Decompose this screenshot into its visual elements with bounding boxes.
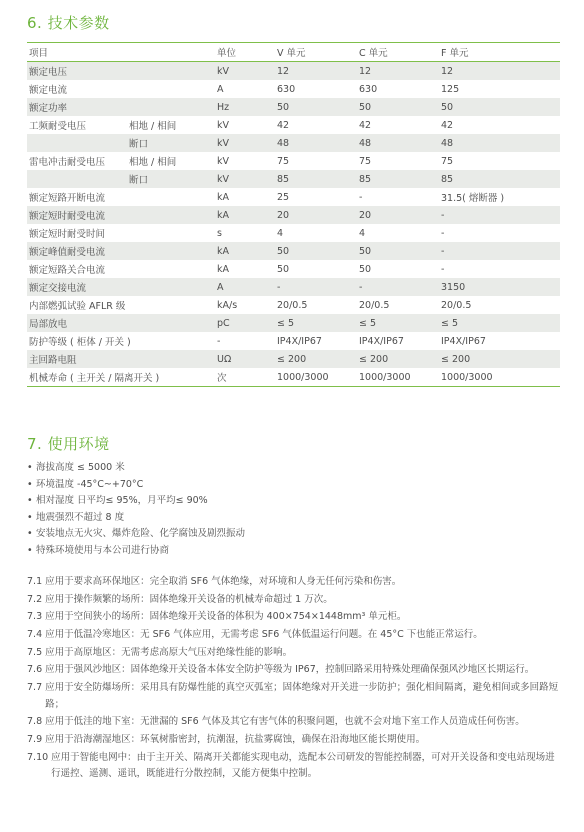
table-row — [27, 98, 560, 116]
sub-item-cell — [127, 98, 215, 116]
unit-cell: kA — [215, 242, 275, 260]
application-number: 7.8 — [27, 716, 43, 728]
list-item — [27, 543, 245, 560]
bullet-text: 特殊环境使用与本公司进行协商 — [36, 544, 170, 556]
section-6-title: 6. 技术参数 — [27, 14, 110, 32]
application-text: 应用于安全防爆场所：采用具有防爆性能的真空灭弧室；固体绝缘对开关进一步防护；强化相间隔离，避免相间或多回路短路； — [45, 682, 559, 710]
f-unit-cell: 20/0.5 — [441, 299, 472, 311]
item-cell: 额定电流 — [29, 85, 68, 96]
application-number: 7.1 — [27, 576, 43, 587]
v-unit-cell: 20/0.5 — [277, 299, 308, 311]
application-item — [27, 592, 562, 609]
c-unit-cell: 50 — [359, 263, 372, 275]
sub-item-cell: 相地 / 相间 — [129, 157, 177, 168]
table-row — [27, 314, 560, 332]
item-cell: 局部放电 — [27, 314, 127, 332]
table-row — [27, 260, 560, 278]
application-text: 应用于要求高环保地区：完全取消 SF6 气体绝缘，对环境和人身无任何污染和伤害。 — [45, 576, 402, 587]
application-item — [27, 680, 562, 713]
table-row — [27, 206, 560, 224]
f-unit-cell: 42 — [441, 119, 454, 131]
list-item — [27, 477, 245, 494]
unit-cell: kA — [215, 206, 275, 224]
c-unit-cell: - — [359, 191, 363, 203]
unit-cell: 次 — [215, 368, 275, 387]
v-unit-cell: 1000/3000 — [275, 368, 357, 387]
table-row — [27, 188, 560, 206]
application-text: 应用于沿海潮湿地区：环氧树脂密封，抗潮湿，抗盐雾腐蚀，确保在沿海地区能长期使用。 — [45, 734, 426, 745]
application-number: 7.6 — [27, 664, 43, 676]
f-unit-cell: 125 — [441, 83, 460, 95]
unit-cell: kA/s — [217, 299, 238, 311]
c-unit-cell: 50 — [357, 242, 439, 260]
sub-item-cell: 断口 — [127, 134, 215, 152]
col-item-header: 项目 — [27, 43, 127, 62]
sub-item-cell — [127, 206, 215, 224]
v-unit-cell: 50 — [275, 242, 357, 260]
unit-cell: kA — [217, 191, 230, 203]
unit-cell: kV — [215, 134, 275, 152]
v-unit-cell: 48 — [275, 134, 357, 152]
item-cell — [27, 134, 127, 152]
v-unit-cell: 20 — [275, 206, 357, 224]
sub-item-cell — [127, 296, 215, 314]
v-unit-cell: 4 — [277, 227, 284, 239]
bullet-icon: • — [27, 495, 33, 506]
f-unit-cell: 75 — [441, 155, 454, 167]
application-number: 7.4 — [27, 629, 43, 641]
item-cell: 额定短时耐受电流 — [27, 206, 127, 224]
v-unit-cell: 630 — [277, 83, 296, 95]
c-unit-cell: 48 — [357, 134, 439, 152]
table-row — [27, 134, 560, 152]
sub-item-cell: 相地 / 相间 — [129, 121, 177, 132]
v-unit-cell: ≤ 5 — [275, 314, 357, 332]
table-header-row — [27, 43, 560, 62]
f-unit-cell: 85 — [439, 170, 560, 188]
sub-item-cell — [127, 260, 215, 278]
c-unit-cell: 85 — [357, 170, 439, 188]
application-number: 7.5 — [27, 646, 43, 658]
item-cell: 主回路电阻 — [27, 350, 127, 368]
unit-cell: kV — [217, 155, 230, 167]
bullet-text: 环境温度 -45°C~+70°C — [36, 478, 144, 490]
unit-cell: Hz — [215, 98, 275, 116]
application-text: 应用于操作频繁的场所：固体绝缘开关设备的机械寿命超过 1 万次。 — [45, 593, 333, 605]
f-unit-cell: - — [439, 206, 560, 224]
col-sub-header — [127, 43, 215, 62]
table-row — [27, 80, 560, 98]
item-cell: 防护等级 ( 柜体 / 开关 ) — [29, 337, 131, 348]
table-row — [27, 170, 560, 188]
item-cell: 额定交接电流 — [27, 278, 127, 296]
v-unit-cell: 50 — [277, 263, 290, 275]
sub-item-cell — [127, 188, 215, 206]
c-unit-cell: 4 — [359, 227, 366, 239]
application-number: 7.9 — [27, 734, 43, 745]
f-unit-cell: 3150 — [439, 278, 560, 296]
f-unit-cell: IP4X/IP67 — [441, 335, 486, 347]
sub-item-cell — [127, 350, 215, 368]
application-text: 应用于空间狭小的场所：固体绝缘开关设备的体积为 400×754×1448mm³ 单元柜。 — [45, 611, 407, 623]
c-unit-cell: 12 — [357, 62, 439, 81]
sub-item-cell: 断口 — [127, 170, 215, 188]
table-row — [27, 152, 560, 170]
v-unit-cell: ≤ 200 — [275, 350, 357, 368]
f-unit-cell: 31.5( 熔断器 ) — [441, 193, 505, 204]
table-row — [27, 350, 560, 368]
unit-cell: kV — [215, 62, 275, 81]
v-unit-cell: IP4X/IP67 — [277, 335, 322, 347]
c-unit-cell: ≤ 200 — [357, 350, 439, 368]
sub-item-cell — [127, 80, 215, 98]
application-number: 7.7 — [27, 682, 43, 694]
v-unit-cell: 75 — [277, 155, 290, 167]
application-item — [27, 609, 562, 626]
c-unit-cell: 1000/3000 — [357, 368, 439, 387]
application-number: 7.3 — [27, 611, 43, 623]
application-scenarios-list — [27, 574, 562, 784]
c-unit-cell: ≤ 5 — [357, 314, 439, 332]
technical-parameters-table — [27, 42, 560, 387]
f-unit-cell: - — [441, 263, 445, 275]
bullet-icon: • — [27, 478, 33, 490]
bullet-text: 安装地点无火灾、爆炸危险、化学腐蚀及剧烈振动 — [36, 528, 246, 539]
f-unit-cell: 12 — [439, 62, 560, 81]
c-unit-cell: 20/0.5 — [359, 299, 390, 311]
c-unit-cell: 630 — [359, 83, 378, 95]
col-unit-header: 单位 — [215, 43, 275, 62]
item-cell: 雷电冲击耐受电压 — [29, 157, 106, 168]
list-item — [27, 526, 245, 543]
application-text: 应用于高原地区：无需考虑高原大气压对绝缘性能的影响。 — [45, 646, 293, 658]
col-c-header: C 单元 — [357, 43, 439, 62]
list-item — [27, 493, 245, 510]
application-item — [27, 750, 562, 783]
unit-cell: pC — [215, 314, 275, 332]
bullet-icon: • — [27, 528, 33, 539]
table-row — [27, 296, 560, 314]
v-unit-cell: 25 — [277, 191, 290, 203]
unit-cell: s — [217, 227, 222, 239]
item-cell: 内部燃弧试验 AFLR 级 — [29, 301, 126, 312]
v-unit-cell: 42 — [277, 119, 290, 131]
application-item — [27, 645, 562, 662]
unit-cell: - — [217, 335, 221, 347]
table-row — [27, 332, 560, 350]
f-unit-cell: 1000/3000 — [439, 368, 560, 387]
f-unit-cell: ≤ 5 — [439, 314, 560, 332]
list-item — [27, 460, 245, 477]
c-unit-cell: 20 — [357, 206, 439, 224]
application-number: 7.10 — [27, 751, 49, 763]
application-text: 应用于低洼的地下室：无泄漏的 SF6 气体及其它有害气体的积聚问题，也就不会对地下室工作人员造成任何伤害。 — [45, 716, 525, 728]
col-v-header: V 单元 — [275, 43, 357, 62]
item-cell — [27, 170, 127, 188]
v-unit-cell: 12 — [275, 62, 357, 81]
sub-item-cell — [127, 242, 215, 260]
col-f-header: F 单元 — [439, 43, 560, 62]
bullet-text: 相对湿度 日平均≤ 95%，月平均≤ 90% — [36, 495, 208, 506]
application-item — [27, 574, 562, 591]
bullet-icon: • — [27, 462, 33, 473]
application-text: 应用于强风沙地区：固体绝缘开关设备本体安全防护等级为 IP67，控制回路采用特殊处理确保强风沙地区长期运行。 — [45, 664, 535, 676]
item-cell: 额定峰值耐受电流 — [27, 242, 127, 260]
c-unit-cell: 42 — [359, 119, 372, 131]
f-unit-cell: 50 — [439, 98, 560, 116]
sub-item-cell — [127, 314, 215, 332]
table-row — [27, 116, 560, 134]
application-item — [27, 627, 562, 644]
c-unit-cell: 50 — [357, 98, 439, 116]
application-item — [27, 732, 562, 749]
f-unit-cell: ≤ 200 — [439, 350, 560, 368]
section-7-title: 7. 使用环境 — [27, 435, 110, 453]
bullet-icon: • — [27, 544, 33, 556]
application-text: 应用于智能电网中：由于主开关、隔离开关都能实现电动，选配本公司研发的智能控制器，可对开关设备和变电站现场进行遥控、遥测、遥讯，既能进行分散控制，又能方便集中控制。 — [51, 751, 555, 780]
unit-cell: kV — [215, 170, 275, 188]
v-unit-cell: 50 — [275, 98, 357, 116]
sub-item-cell — [127, 224, 215, 242]
application-item — [27, 662, 562, 679]
c-unit-cell: - — [357, 278, 439, 296]
item-cell: 机械寿命 ( 主开关 / 隔离开关 ) — [27, 368, 127, 387]
f-unit-cell: - — [439, 242, 560, 260]
sub-item-cell — [127, 332, 215, 350]
unit-cell: kA — [217, 263, 230, 275]
item-cell: 额定短路关合电流 — [29, 265, 106, 276]
table-row — [27, 242, 560, 260]
item-cell: 额定短路开断电流 — [29, 193, 106, 204]
table-row — [27, 278, 560, 296]
item-cell: 额定短时耐受时间 — [29, 229, 106, 240]
c-unit-cell: 75 — [359, 155, 372, 167]
unit-cell: A — [217, 83, 224, 95]
bullet-text: 地震强烈不超过 8 度 — [36, 511, 125, 523]
sub-item-cell — [127, 62, 215, 81]
v-unit-cell: - — [275, 278, 357, 296]
sub-item-cell — [127, 278, 215, 296]
table-row — [27, 368, 560, 387]
unit-cell: kV — [217, 119, 230, 131]
v-unit-cell: 85 — [275, 170, 357, 188]
f-unit-cell: 48 — [439, 134, 560, 152]
bullet-text: 海拔高度 ≤ 5000 米 — [36, 462, 125, 473]
application-number: 7.2 — [27, 593, 43, 605]
application-text: 应用于低温冷寒地区：无 SF6 气体应用，无需考虑 SF6 气体低温运行问题。在 45°C 下也能正常运行。 — [45, 629, 483, 641]
list-item — [27, 510, 245, 527]
table-row — [27, 62, 560, 81]
item-cell: 工频耐受电压 — [29, 121, 87, 132]
unit-cell: UΩ — [215, 350, 275, 368]
application-item — [27, 714, 562, 731]
bullet-icon: • — [27, 511, 33, 523]
item-cell: 额定功率 — [27, 98, 127, 116]
f-unit-cell: - — [441, 227, 445, 239]
item-cell: 额定电压 — [27, 62, 127, 81]
environment-conditions-list — [27, 460, 245, 559]
table-row — [27, 224, 560, 242]
unit-cell: A — [215, 278, 275, 296]
c-unit-cell: IP4X/IP67 — [359, 335, 404, 347]
